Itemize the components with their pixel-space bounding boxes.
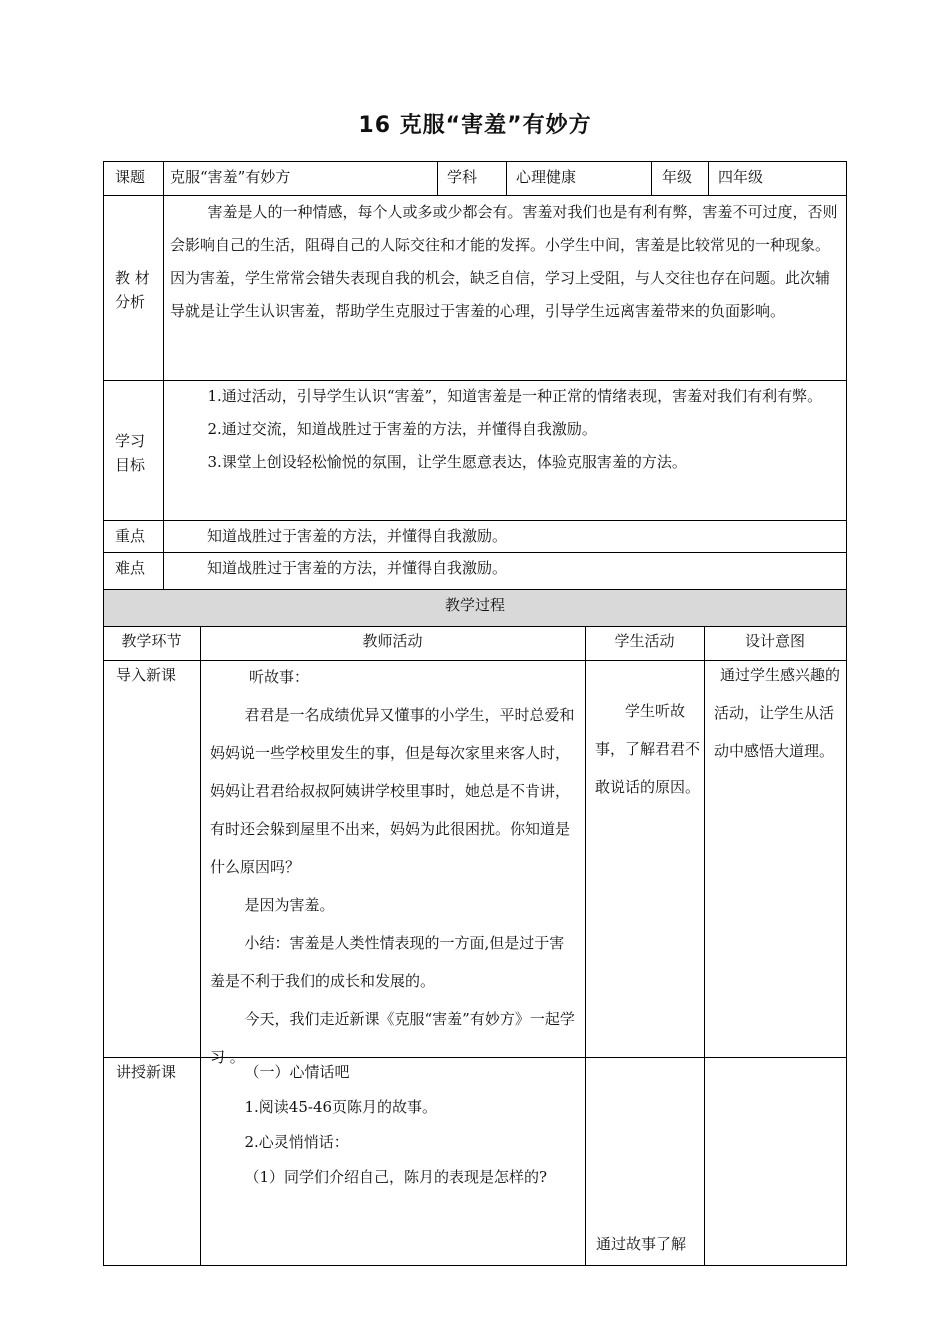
table-line [200,626,201,1266]
table-line [103,589,847,590]
column-header: 设计意图 [744,632,805,650]
analysis-text [170,196,840,328]
intro-summary: 小结：害羞是人类性情表现的一方面,但是过于害羞是不利于我们的成长和发展的。 [210,934,565,990]
difficulty-text: 知道战胜过于害羞的方法，并懂得自我激励。 [207,559,508,577]
table-line [506,161,507,196]
intro-student-activity [595,692,700,806]
table-line [103,161,104,1266]
table-line [846,161,847,1266]
teach-item: （1）同学们介绍自己，陈月的表现是怎样的? [244,1168,548,1186]
intro-teacher-activity [210,658,578,1076]
analysis-paragraph: 害羞是人的一种情感，每个人或多或少都会有。害羞对我们也是有利有弊，害羞不可过度，否则会影响自己的生活，阻碍自己的人际交往和才能的发挥。小学生中间，害羞是比较常见的一种现象。因为害羞，学生常常会错失表现自我的机会，缺乏自信，学习上受阻，与人交往也存在问题。此次辅导就是让学生认识害羞，帮助学生克服过于害羞的心理，引导学生远离害羞带来的负面影响。 [170,203,838,320]
table-line [651,161,652,196]
topic-label: 课题 [115,168,146,186]
stage-label: 导入新课 [116,666,177,684]
goal-item: 3.课堂上创设轻松愉悦的氛围，让学生愿意表达，体验克服害羞的方法。 [207,453,687,471]
column-header: 教学环节 [121,632,182,650]
topic-value: 克服“害羞”有妙方 [170,168,291,186]
goals-label: 学习 [115,432,146,450]
page-title: 16 克服“害羞”有妙方 [358,113,592,138]
subject-value: 心理健康 [516,168,577,186]
intro-intent-text: 通过学生感兴趣的活动，让学生从活动中感悟大道理。 [714,666,841,760]
intro-answer: 是因为害羞。 [244,896,335,914]
grade-value: 四年级 [718,168,764,186]
column-header: 学生活动 [614,632,675,650]
goal-item: 2.通过交流，知道战胜过于害羞的方法，并懂得自我激励。 [207,420,597,438]
stage-label: 讲授新课 [116,1063,177,1081]
table-line [163,161,164,590]
table-line [437,161,438,196]
intro-today: 今天，我们走近新课《克服“害羞”有妙方》一起学习 。 [210,1010,575,1066]
table-line [103,520,847,521]
teach-item: 1.阅读45-46页陈月的故事。 [244,1098,438,1116]
process-header: 教学过程 [444,596,505,614]
teach-item: 2.心灵悄悄话： [244,1133,349,1151]
grade-label: 年级 [662,168,693,186]
teach-student-text: 通过故事了解 [596,1235,687,1253]
table-line [103,1265,847,1266]
table-line [103,161,847,162]
table-line [103,552,847,553]
table-line [103,626,847,627]
column-header: 教师活动 [362,632,423,650]
key-point-label: 重点 [115,527,146,545]
table-line [704,626,705,1266]
table-line [708,161,709,196]
teach-teacher-activity [210,1055,578,1195]
intro-design-intent [714,656,842,770]
goals-text [170,380,840,479]
intro-heading: 听故事： [249,668,310,686]
analysis-label: 分析 [115,293,146,311]
intro-student-text: 学生听故事，了解君君不敢说话的原因。 [595,702,701,796]
key-point-text: 知道战胜过于害羞的方法，并懂得自我激励。 [207,527,508,545]
analysis-label: 教 材 [115,269,150,287]
teach-section: （一）心情话吧 [244,1063,350,1081]
intro-story: 君君是一名成绩优异又懂事的小学生，平时总爱和妈妈说一些学校里发生的事，但是每次家里来客人时，妈妈让君君给叔叔阿姨讲学校里事时，她总是不肯讲，有时还会躲到屋里不出来，妈妈为此很困扰。你知道是什么原因吗？ [210,706,575,876]
difficulty-label: 难点 [115,559,146,577]
goals-label: 目标 [115,456,146,474]
goal-item: 1.通过活动，引导学生认识“害羞”，知道害羞是一种正常的情绪表现，害羞对我们有利有弊。 [207,387,823,405]
table-line [585,626,586,1266]
subject-label: 学科 [447,168,478,186]
